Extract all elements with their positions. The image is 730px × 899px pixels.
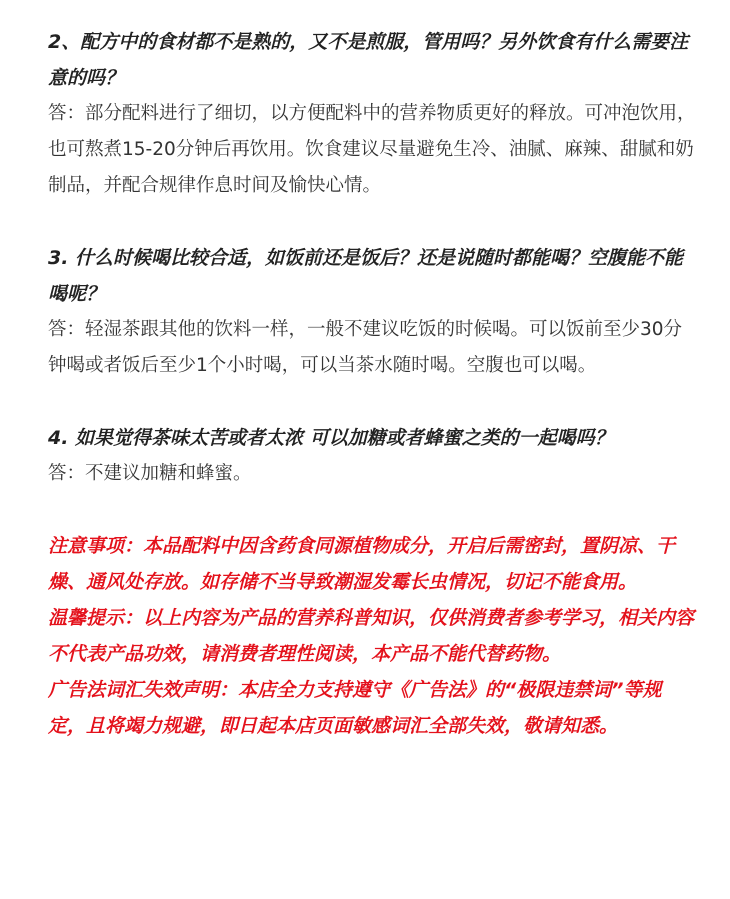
faq-page <box>48 24 698 744</box>
faq-question-2: 2、配方中的食材都不是熟的，又不是煎服，管用吗？另外饮食有什么需要注意的吗？ <box>48 31 689 89</box>
faq-answer-4: 答：不建议加糖和蜂蜜。 <box>48 463 252 484</box>
spacer <box>48 204 698 240</box>
storage-notice: 注意事项：本品配料中因含药食同源植物成分，开启后需密封，置阴凉、干燥、通风处存放。如存储不当导致潮湿发霉长虫情况，切记不能食用。 <box>48 535 676 593</box>
spacer <box>48 384 698 420</box>
faq-answer-3: 答：轻湿茶跟其他的饮料一样，一般不建议吃饭的时候喝。可以饭前至少30分钟喝或者饭后至少1个小时喝，可以当茶水随时喝。空腹也可以喝。 <box>48 319 683 376</box>
faq-question-4: 4. 如果觉得茶味太苦或者太浓 可以加糖或者蜂蜜之类的一起喝吗？ <box>48 427 614 449</box>
warm-tip-notice: 温馨提示：以上内容为产品的营养科普知识，仅供消费者参考学习，相关内容不代表产品功效，请消费者理性阅读，本产品不能代替药物。 <box>48 607 695 665</box>
faq-answer-2: 答：部分配料进行了细切，以方便配料中的营养物质更好的释放。可冲泡饮用，也可熬煮15-20分钟后再饮用。饮食建议尽量避免生冷、油腻、麻辣、甜腻和奶制品，并配合规律作息时间及愉快心情。 <box>48 103 696 196</box>
ad-law-disclaimer: 广告法词汇失效声明：本店全力支持遵守《广告法》的“极限违禁词”等规定，且将竭力规避，即日起本店页面敏感词汇全部失效，敬请知悉。 <box>48 679 662 737</box>
spacer <box>48 492 698 528</box>
faq-question-3: 3. 什么时候喝比较合适，如饭前还是饭后？还是说随时都能喝？空腹能不能喝呢？ <box>48 247 684 305</box>
